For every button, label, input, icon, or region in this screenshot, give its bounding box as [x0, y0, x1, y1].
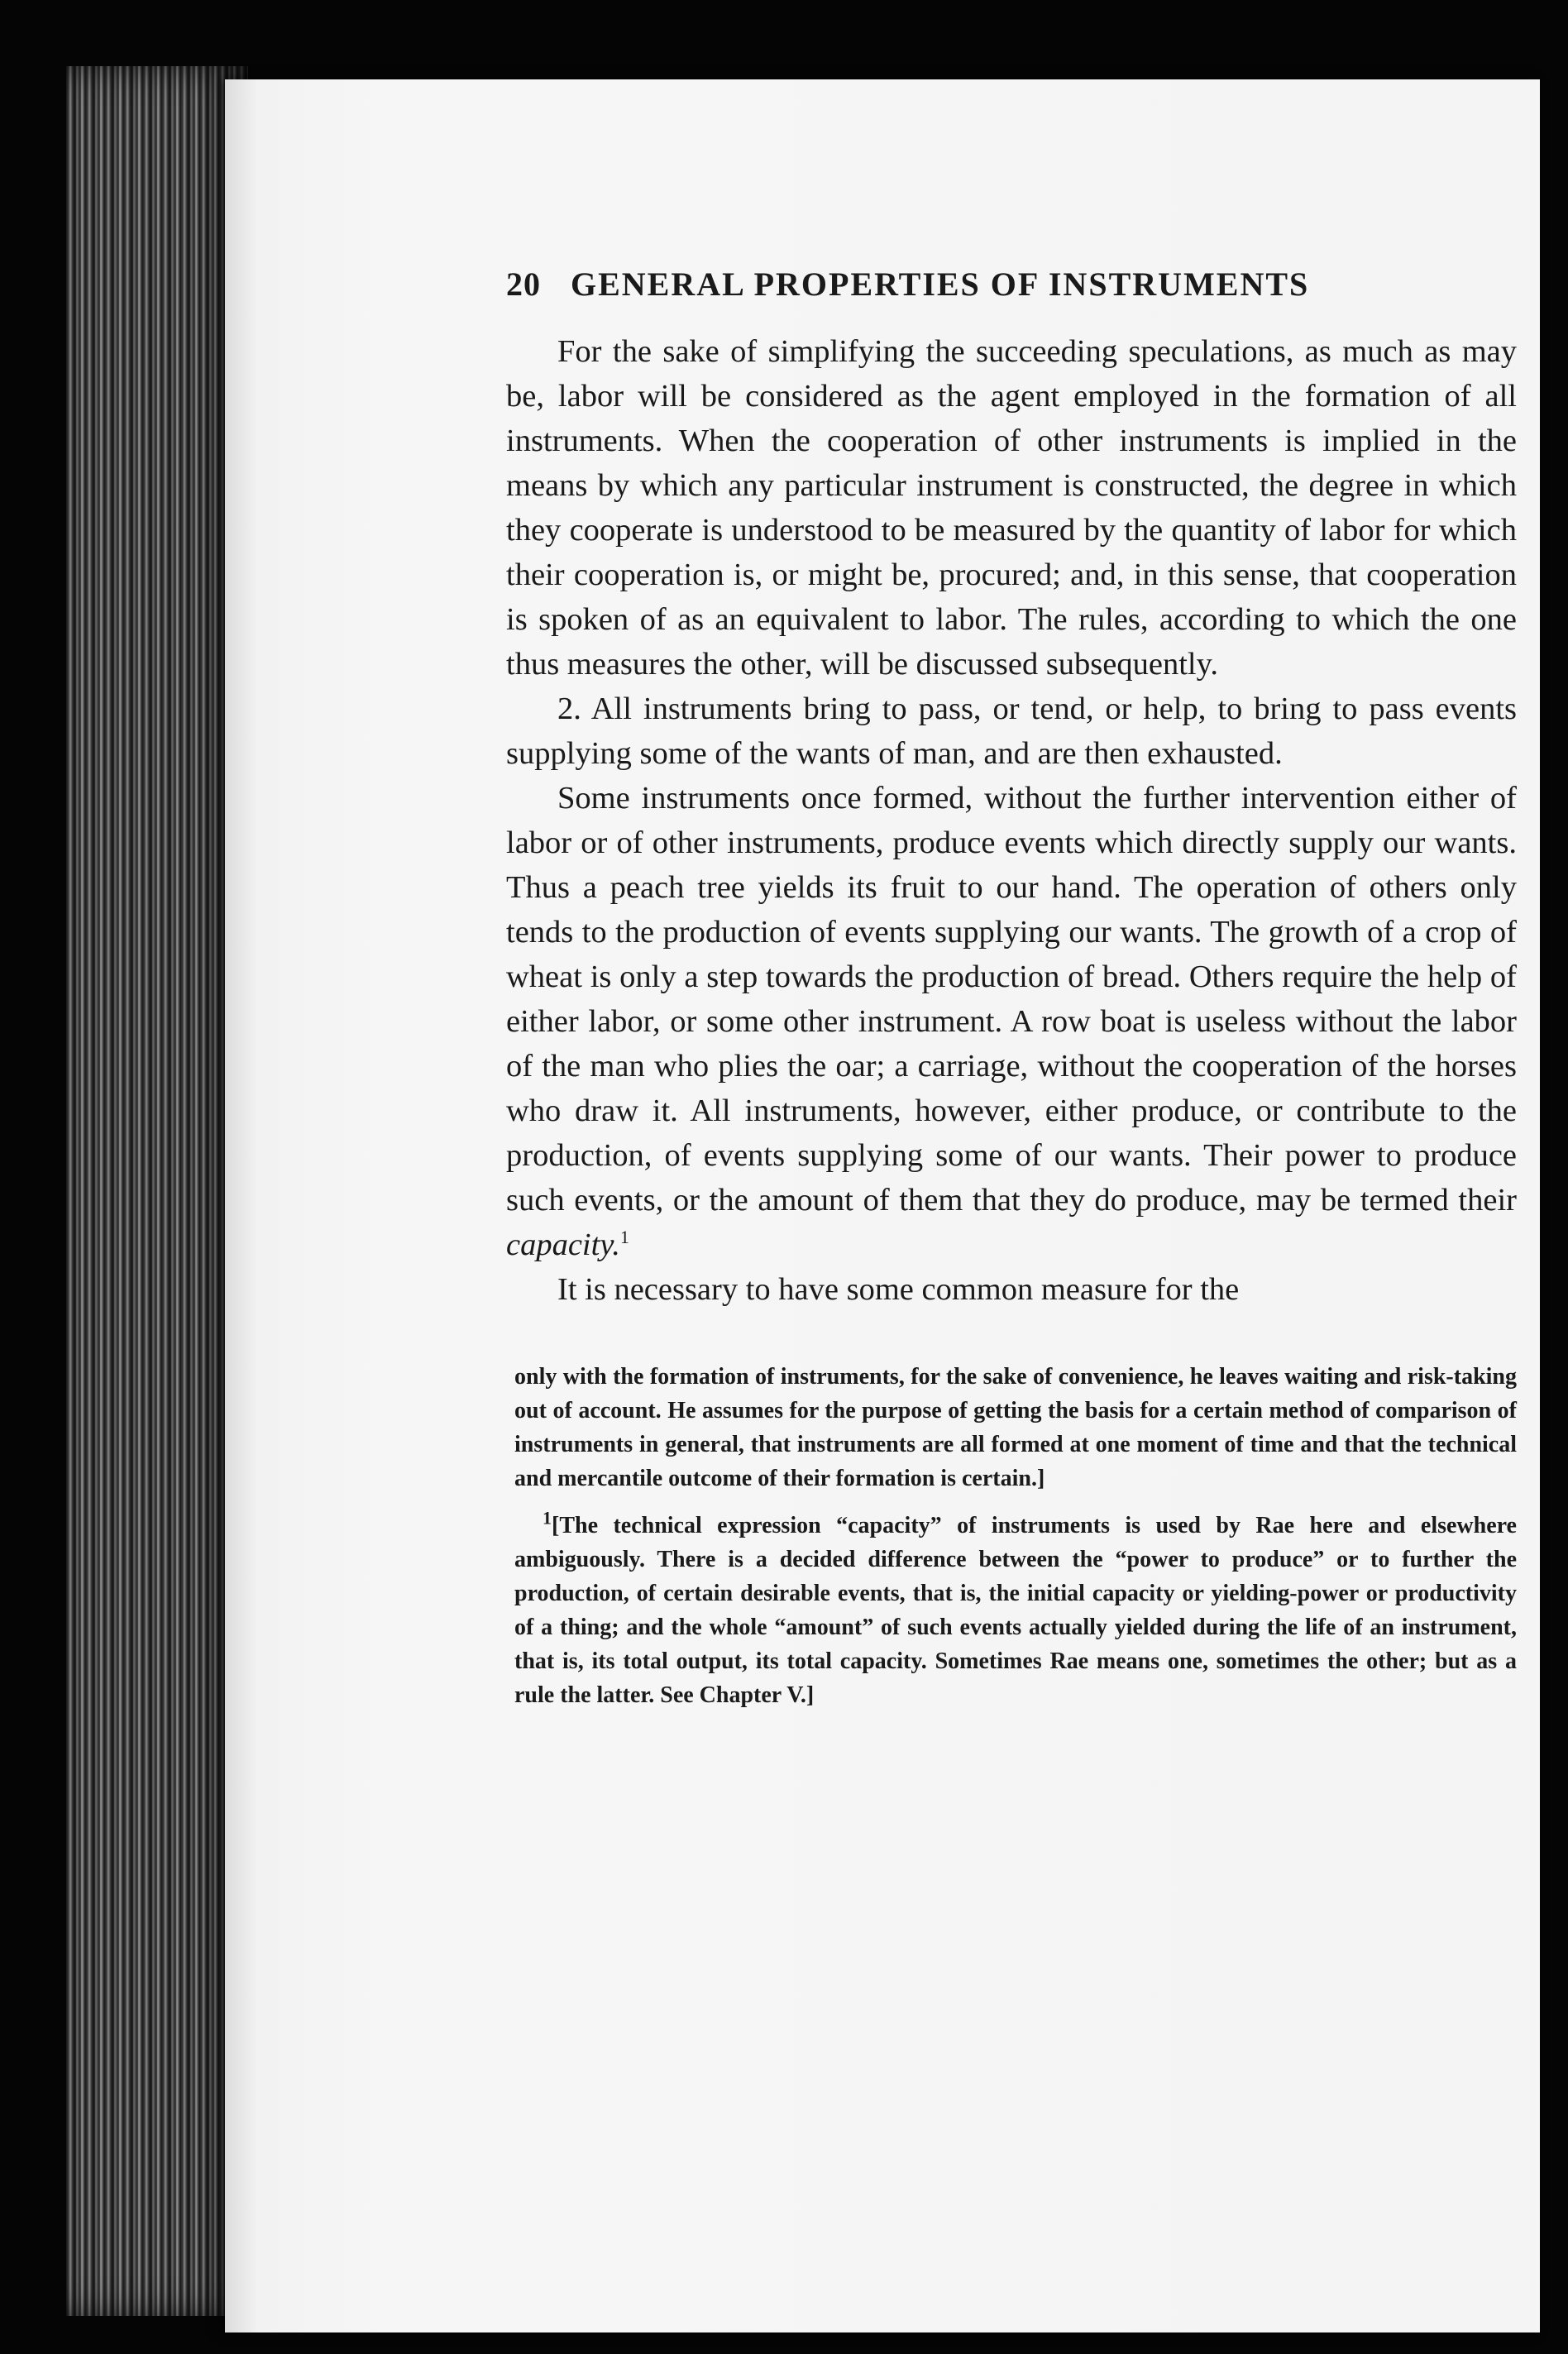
paragraph-3	[506, 776, 1517, 1267]
paragraph-1: For the sake of simplifying the succeeding speculations, as much as may be, labor will be considered as the agent employed in the formation of all instruments. When the cooperation of other instruments is implied in the means by which any particular instrument is constructed, the degree in which they cooperate is understood to be measured by the quantity of labor for which their cooperation is, or might be, procured; and, in this sense, that cooperation is spoken of as an equivalent to labor. The rules, according to which the one thus measures the other, will be discussed subsequently.	[506, 334, 1517, 682]
page-number: 20	[506, 266, 541, 303]
book-page-edges	[66, 66, 248, 2316]
paragraph-3-text: Some instruments once formed, without the further intervention either of labor or of other instruments, produce events which directly supply our wants. Thus a peach tree yields its fruit to our hand. The operation of others only tends to the production of events supplying our wants. The growth of a crop of wheat is only a step towards the production of bread. Others require the help of either labor, or some other instrument. A row boat is useless without the labor of the man who plies the oar; a carriage, without the cooperation of the horses who draw it. All instruments, however, either produce, or contribute to the production, of events supplying some of our wants. Their power to produce such events, or the amount of them that they do produce, may be termed their	[506, 781, 1517, 1218]
footnote-ref-1: 1	[619, 1227, 629, 1248]
paragraph-2: 2. All instruments bring to pass, or tend, or help, to bring to pass events supplying some of the wants of man, and are then exhausted.	[506, 691, 1517, 771]
paragraph-4: It is necessary to have some common measure for the	[557, 1272, 1240, 1307]
running-title: GENERAL PROPERTIES OF INSTRUMENTS	[571, 266, 1310, 303]
capacity-term: capacity.	[506, 1227, 620, 1262]
footnotes	[514, 1360, 1517, 1712]
running-head	[506, 265, 1517, 314]
footnote-1-text: [The technical expression “capacity” of instruments is used by Rae here and elsewhere ambiguously. There is a decided difference between the “power to produce” or to further the production, of certain desirable events, that is, the initial capacity or yielding-power or productivity of a thing; and the whole “amount” of such events actually yielded during the life of an instrument, that is, its total output, its total capacity. Sometimes Rae means one, sometimes the other; but as a rule the latter. See Chapter V.]	[514, 1513, 1517, 1708]
footnote-1-mark: 1	[543, 1507, 552, 1529]
footnote-1	[514, 1509, 1517, 1712]
page-content	[506, 265, 1517, 1725]
footnote-continued: only with the formation of instruments, for the sake of convenience, he leaves waiting and risk-taking out of account. He assumes for the purpose of getting the basis for a certain method of comparison of instruments in general, that instruments are all formed at one moment of time and that the technical and mercantile outcome of their formation is certain.]	[514, 1364, 1517, 1491]
